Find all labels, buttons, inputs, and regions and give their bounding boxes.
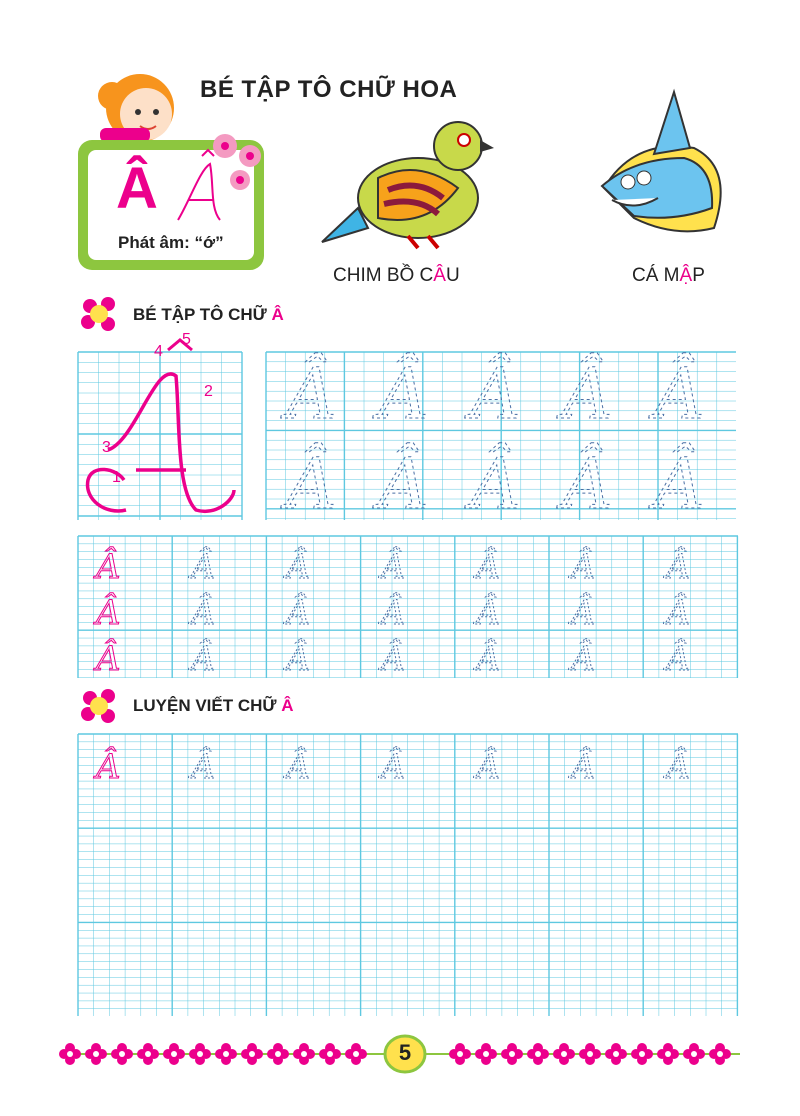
trace-glyph: Â xyxy=(191,593,216,633)
trace-glyph: Â xyxy=(571,639,596,679)
trace-glyph: Â xyxy=(571,747,596,787)
border-flower-icon xyxy=(553,1043,575,1065)
border-flower-icon xyxy=(579,1043,601,1065)
trace-glyph: Â xyxy=(96,639,121,679)
border-flower-icon xyxy=(527,1043,549,1065)
trace-glyph: Â xyxy=(654,443,705,525)
trace-glyph: Â xyxy=(476,747,501,787)
letter-print: Â xyxy=(116,156,158,221)
trace-glyph: Â xyxy=(666,639,691,679)
trace-glyph: Â xyxy=(470,443,521,525)
trace-glyph: Â xyxy=(562,353,613,435)
trace-glyph: Â xyxy=(381,747,406,787)
trace-glyph: Â xyxy=(476,593,501,633)
trace-glyph: Â xyxy=(571,593,596,633)
border-flower-icon xyxy=(293,1043,315,1065)
border-flower-icon xyxy=(605,1043,627,1065)
trace-glyph: Â xyxy=(381,593,406,633)
border-flower-icon xyxy=(683,1043,705,1065)
trace-glyph: Â xyxy=(654,353,705,435)
stroke-number: 3 xyxy=(102,439,111,456)
border-flower-icon xyxy=(85,1043,107,1065)
trace-glyph: Â xyxy=(286,639,311,679)
trace-glyph: Â xyxy=(666,593,691,633)
trace-glyph: Â xyxy=(381,547,406,587)
trace-glyph: Â xyxy=(191,547,216,587)
trace-glyph: Â xyxy=(476,547,501,587)
border-flower-icon xyxy=(163,1043,185,1065)
trace-glyph: Â xyxy=(476,639,501,679)
border-flower-icon xyxy=(111,1043,133,1065)
trace-glyph: Â xyxy=(378,353,429,435)
trace-glyph: Â xyxy=(562,443,613,525)
trace-glyph: Â xyxy=(191,639,216,679)
border-flower-icon xyxy=(137,1043,159,1065)
trace-glyph: Â xyxy=(666,547,691,587)
caption-shark: CÁ MẬP xyxy=(632,265,705,286)
border-flower-icon xyxy=(631,1043,653,1065)
border-flower-icon xyxy=(657,1043,679,1065)
border-flower-icon xyxy=(319,1043,341,1065)
trace-glyph: Â xyxy=(381,639,406,679)
border-flower-icon xyxy=(59,1043,81,1065)
page-number: 5 xyxy=(398,1040,412,1065)
trace-glyph: Â xyxy=(96,593,121,633)
stroke-number: 5 xyxy=(182,331,191,348)
trace-glyph: Â xyxy=(666,747,691,787)
section-trace-heading: BÉ TẬP TÔ CHỮ Â xyxy=(133,305,284,324)
stroke-order-diagram xyxy=(76,331,246,520)
border-flower-icon xyxy=(475,1043,497,1065)
pronunciation: Phát âm: “ớ” xyxy=(118,233,224,252)
trace-glyph: Â xyxy=(378,443,429,525)
stroke-number: 4 xyxy=(154,343,163,360)
trace-glyph: Â xyxy=(286,547,311,587)
trace-glyph: Â xyxy=(286,443,337,525)
trace-glyph: Â xyxy=(286,353,337,435)
border-flower-icon xyxy=(241,1043,263,1065)
border-flower-icon xyxy=(215,1043,237,1065)
border-flower-icon xyxy=(267,1043,289,1065)
border-flower-icon xyxy=(189,1043,211,1065)
trace-glyph: Â xyxy=(470,353,521,435)
trace-glyph: Â xyxy=(286,593,311,633)
border-flower-icon xyxy=(345,1043,367,1065)
stroke-number: 2 xyxy=(204,383,213,400)
trace-glyph: Â xyxy=(191,747,216,787)
trace-glyph: Â xyxy=(571,547,596,587)
border-flower-icon xyxy=(449,1043,471,1065)
trace-glyph: Â xyxy=(96,747,121,787)
page-title: BÉ TẬP TÔ CHỮ HOA xyxy=(200,76,458,103)
trace-glyph: Â xyxy=(96,547,121,587)
caption-pigeon: CHIM BỒ CÂU xyxy=(333,265,460,286)
border-flower-icon xyxy=(709,1043,731,1065)
trace-glyph: Â xyxy=(286,747,311,787)
section-practice-heading: LUYỆN VIẾT CHỮ Â xyxy=(133,696,294,715)
stroke-number: 1 xyxy=(112,469,121,486)
flower-icon xyxy=(80,688,120,724)
border-flower-icon xyxy=(501,1043,523,1065)
